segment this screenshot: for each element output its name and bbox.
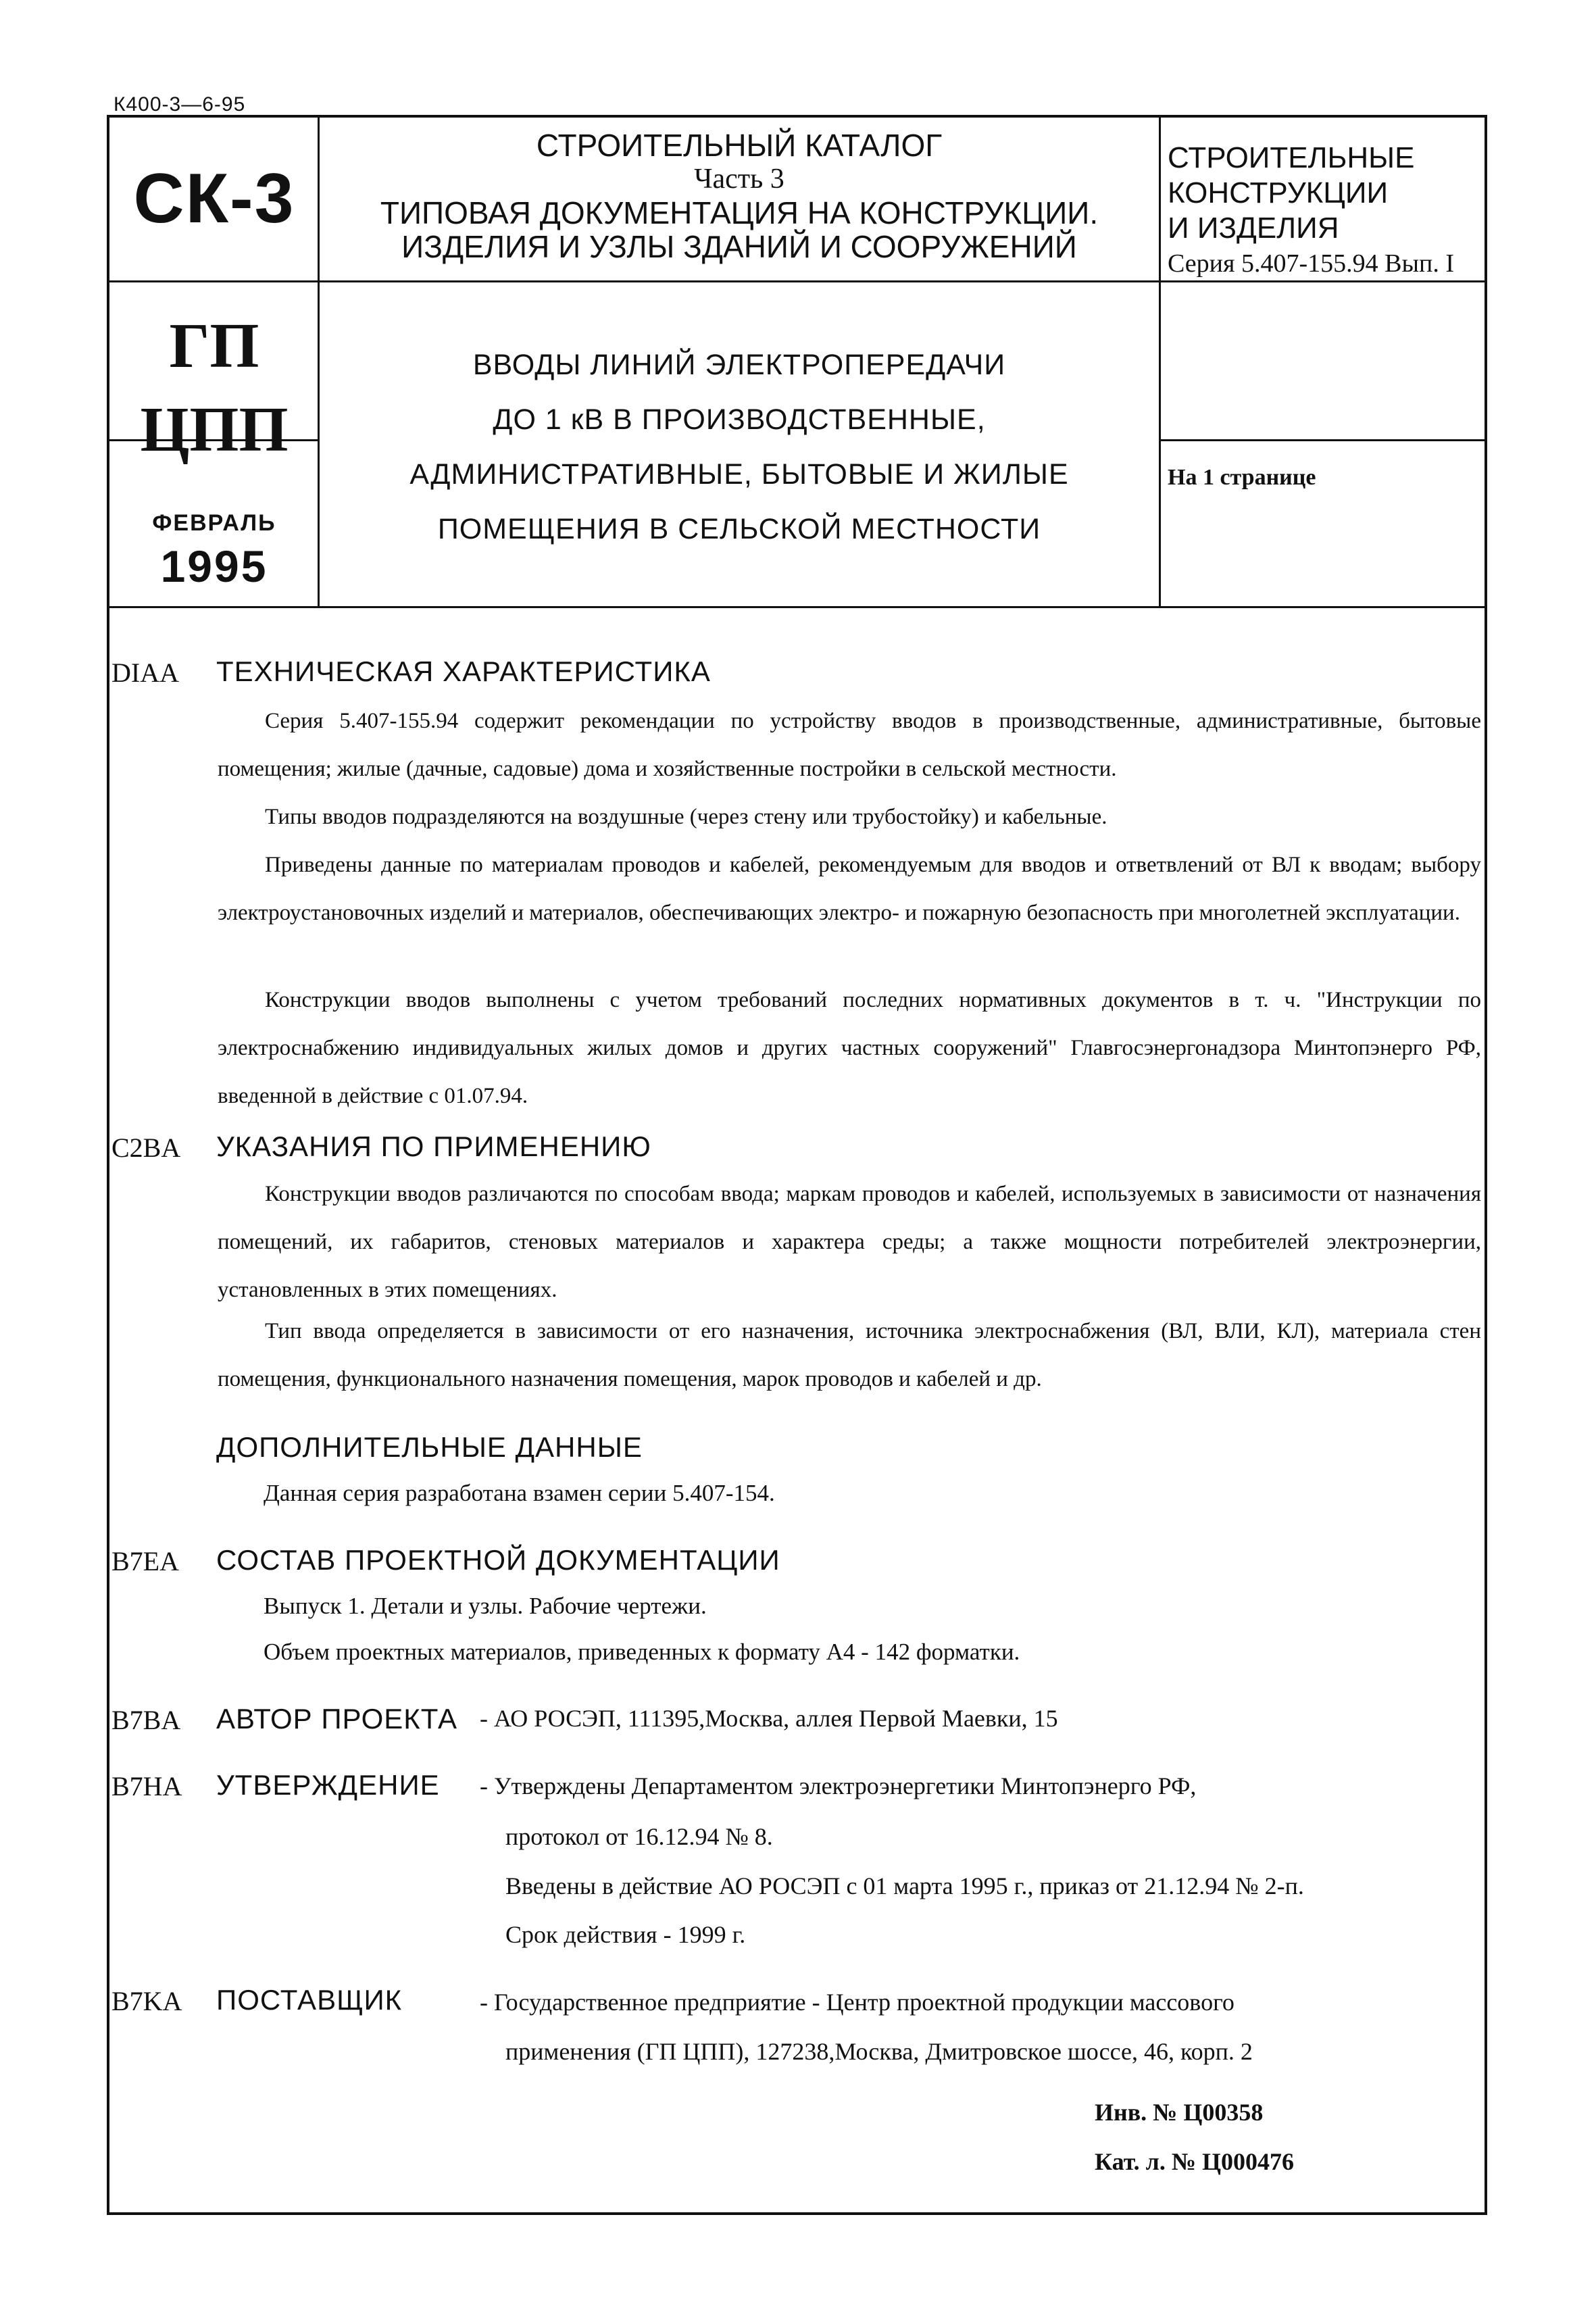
catalog-line-4: ИЗДЕЛИЯ И УЗЛЫ ЗДАНИЙ И СООРУЖЕНИЙ	[401, 229, 1077, 264]
catalog-line-1: СТРОИТЕЛЬНЫЙ КАТАЛОГ	[536, 128, 943, 163]
header-divider-right-mid	[1159, 439, 1487, 441]
section-title-author: АВТОР ПРОЕКТА	[216, 1703, 458, 1735]
issue-year: 1995	[160, 541, 268, 591]
section-title-usage: УКАЗАНИЯ ПО ПРИМЕНЕНИЮ	[216, 1130, 651, 1162]
tech-paragraph-2	[218, 793, 1481, 841]
section-title-supplier: ПОСТАВЩИК	[216, 1984, 403, 2016]
supplier-line-1: - Государственное предприятие - Центр проектной продукции массового	[480, 1989, 1235, 2016]
usage-p1-text: Конструкции вводов различаются по способам ввода; маркам проводов и кабелей, используемых в зависимости от назначения помещений, их габаритов, стеновых материалов и характера среды; а также мощности потребителей электроэнергии, установленных в этих помещениях.	[218, 1182, 1481, 1302]
tech-paragraph-1	[218, 697, 1481, 793]
supplier-line-2: применения (ГП ЦПП), 127238,Москва, Дмитровское шоссе, 46, корп. 2	[505, 2038, 1253, 2065]
title-line-3: АДМИНИСТРАТИВНЫЕ, БЫТОВЫЕ И ЖИЛЫЕ	[409, 458, 1069, 491]
category-line-3: И ИЗДЕЛИЯ	[1168, 211, 1339, 245]
section-title-approval: УТВЕРЖДЕНИЕ	[216, 1769, 440, 1801]
section-title-composition: СОСТАВ ПРОЕКТНОЙ ДОКУМЕНТАЦИИ	[216, 1544, 780, 1576]
title-line-1: ВВОДЫ ЛИНИЙ ЭЛЕКТРОПЕРЕДАЧИ	[472, 349, 1006, 381]
org-line-1: ГП	[169, 311, 259, 381]
section-code-approval: B7HA	[111, 1771, 182, 1801]
approval-line-3: Введены в действие АО РОСЭП с 01 марта 1995 г., приказ от 21.12.94 № 2-п.	[505, 1872, 1304, 1899]
tech-p3-text: Приведены данные по материалам проводов и кабелей, рекомендуемым для вводов и ответвлений от ВЛ к вводам; выбору электроустановочных изделий и материалов, обеспечивающих электро- и пожарную безопасность при многолетней эксплуатации.	[218, 853, 1481, 925]
section-title-extra: ДОПОЛНИТЕЛЬНЫЕ ДАННЫЕ	[216, 1431, 643, 1463]
document-title	[320, 338, 1158, 557]
series-number: Серия 5.407-155.94 Вып. I	[1168, 249, 1455, 278]
approval-line-2: протокол от 16.12.94 № 8.	[505, 1823, 773, 1850]
composition-line-1: Выпуск 1. Детали и узлы. Рабочие чертежи.	[264, 1593, 707, 1619]
category-line-1: СТРОИТЕЛЬНЫЕ	[1168, 141, 1415, 174]
catalog-sheet-number: Кат. л. № Ц000476	[1095, 2148, 1295, 2175]
section-code-tech: DIAA	[111, 657, 179, 688]
title-line-4: ПОМЕЩЕНИЯ В СЕЛЬСКОЙ МЕСТНОСТИ	[437, 513, 1041, 545]
construction-category	[1168, 141, 1485, 281]
tech-paragraph-3	[218, 841, 1481, 937]
header-divider-right	[1159, 115, 1161, 608]
approval-line-1: - Утверждены Департаментом электроэнергетики Минтопэнерго РФ,	[480, 1772, 1197, 1799]
author-text: - АО РОСЭП, 111395,Москва, аллея Первой Маевки, 15	[480, 1705, 1058, 1732]
composition-line-2: Объем проектных материалов, приведенных к формату А4 - 142 форматки.	[264, 1639, 1020, 1665]
org-line-2: ЦПП	[140, 395, 289, 465]
approval-line-4: Срок действия - 1999 г.	[505, 1921, 746, 1948]
section-code-usage: C2BA	[111, 1132, 181, 1163]
organization-code	[109, 304, 319, 472]
section-code-author: B7BA	[111, 1705, 181, 1735]
catalog-code: СК-3	[133, 159, 295, 238]
catalog-line-2: Часть 3	[694, 164, 784, 195]
usage-p2-text: Тип ввода определяется в зависимости от его назначения, источника электроснабжения (ВЛ, ВЛИ, КЛ), материала стен помещения, функционального назначения помещения, марок проводов и кабелей и др.	[218, 1319, 1481, 1391]
section-title-tech: ТЕХНИЧЕСКАЯ ХАРАКТЕРИСТИКА	[216, 655, 711, 687]
tech-p1-text: Серия 5.407-155.94 содержит рекомендации по устройству вводов в производственные, административные, бытовые помещения; жилые (дачные, садовые) дома и хозяйственные постройки в сельской местности.	[218, 709, 1481, 781]
page-count: На 1 странице	[1168, 465, 1316, 490]
extra-text: Данная серия разработана взамен серии 5.407-154.	[264, 1480, 775, 1506]
document-code: К400-3—6-95	[114, 93, 246, 116]
tech-p2-text: Типы вводов подразделяются на воздушные (через стену или трубостойку) и кабельные.	[265, 805, 1107, 829]
tech-paragraph-4	[218, 976, 1481, 1120]
usage-paragraph-2	[218, 1308, 1481, 1403]
inventory-number: Инв. № Ц00358	[1095, 2099, 1264, 2126]
tech-p4-text: Конструкции вводов выполнены с учетом требований последних нормативных документов в т. ч. "Инструкции по электроснабжению индивидуальных жилых домов и других частных сооружений" Главгосэнергонадзора Минтопэнерго РФ, введенной в действие с 01.07.94.	[218, 988, 1481, 1108]
usage-paragraph-1	[218, 1170, 1481, 1314]
category-line-2: КОНСТРУКЦИИ	[1168, 176, 1389, 209]
catalog-title	[320, 128, 1158, 264]
section-code-composition: B7EA	[111, 1546, 179, 1576]
catalog-line-3: ТИПОВАЯ ДОКУМЕНТАЦИЯ НА КОНСТРУКЦИИ.	[380, 195, 1099, 230]
section-code-supplier: B7KA	[111, 1986, 182, 2016]
title-line-2: ДО 1 кВ В ПРОИЗВОДСТВЕННЫЕ,	[493, 403, 986, 436]
header-bottom	[107, 606, 1487, 608]
issue-month: ФЕВРАЛЬ	[152, 510, 276, 536]
